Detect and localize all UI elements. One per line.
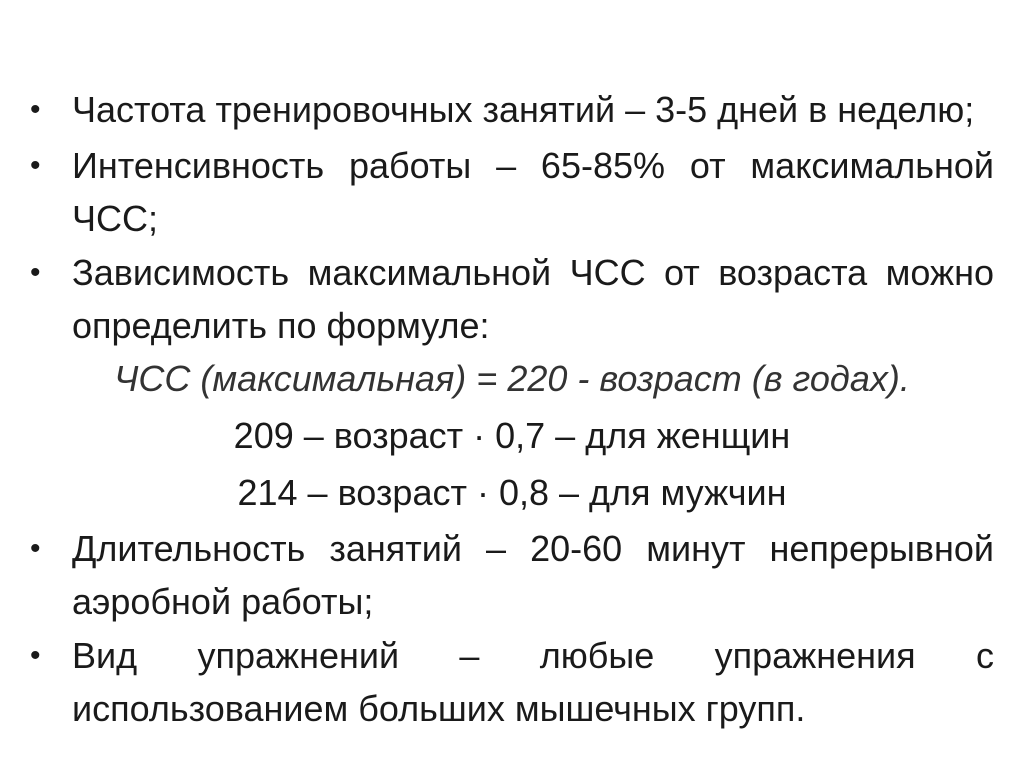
bullet-icon: • (30, 532, 41, 565)
bullet-text-duration: Длительность занятий – 20-60 минут непрерывной аэробной работы; (72, 528, 994, 622)
bullet-item-duration (30, 522, 994, 628)
bullet-text-intensity: Интенсивность работы – 65-85% от максимальной ЧСС; (72, 145, 994, 239)
bullet-icon: • (30, 93, 41, 126)
bullet-text-age-dependence: Зависимость максимальной ЧСС от возраста можно определить по формуле: (72, 252, 994, 346)
bullet-text-frequency: Частота тренировочных занятий – 3-5 дней в неделю; (72, 89, 975, 130)
formula-women: 209 – возраст · 0,7 – для женщин (233, 415, 791, 456)
bullet-icon: • (30, 149, 41, 182)
formula-men: 214 – возраст · 0,8 – для мужчин (237, 472, 787, 513)
bullet-text-exercise-type: Вид упражнений – любые упражнения с использованием больших мышечных групп. (72, 635, 994, 729)
bullet-icon: • (30, 256, 41, 289)
formula-max-hr: ЧСС (максимальная) = 220 - возраст (в годах). (114, 358, 910, 399)
bullet-item-exercise-type (30, 629, 994, 735)
bullet-item-intensity (30, 139, 994, 245)
bullet-icon: • (30, 639, 41, 672)
bullet-item-frequency (30, 83, 994, 136)
bullet-item-age-dependence (30, 246, 994, 352)
